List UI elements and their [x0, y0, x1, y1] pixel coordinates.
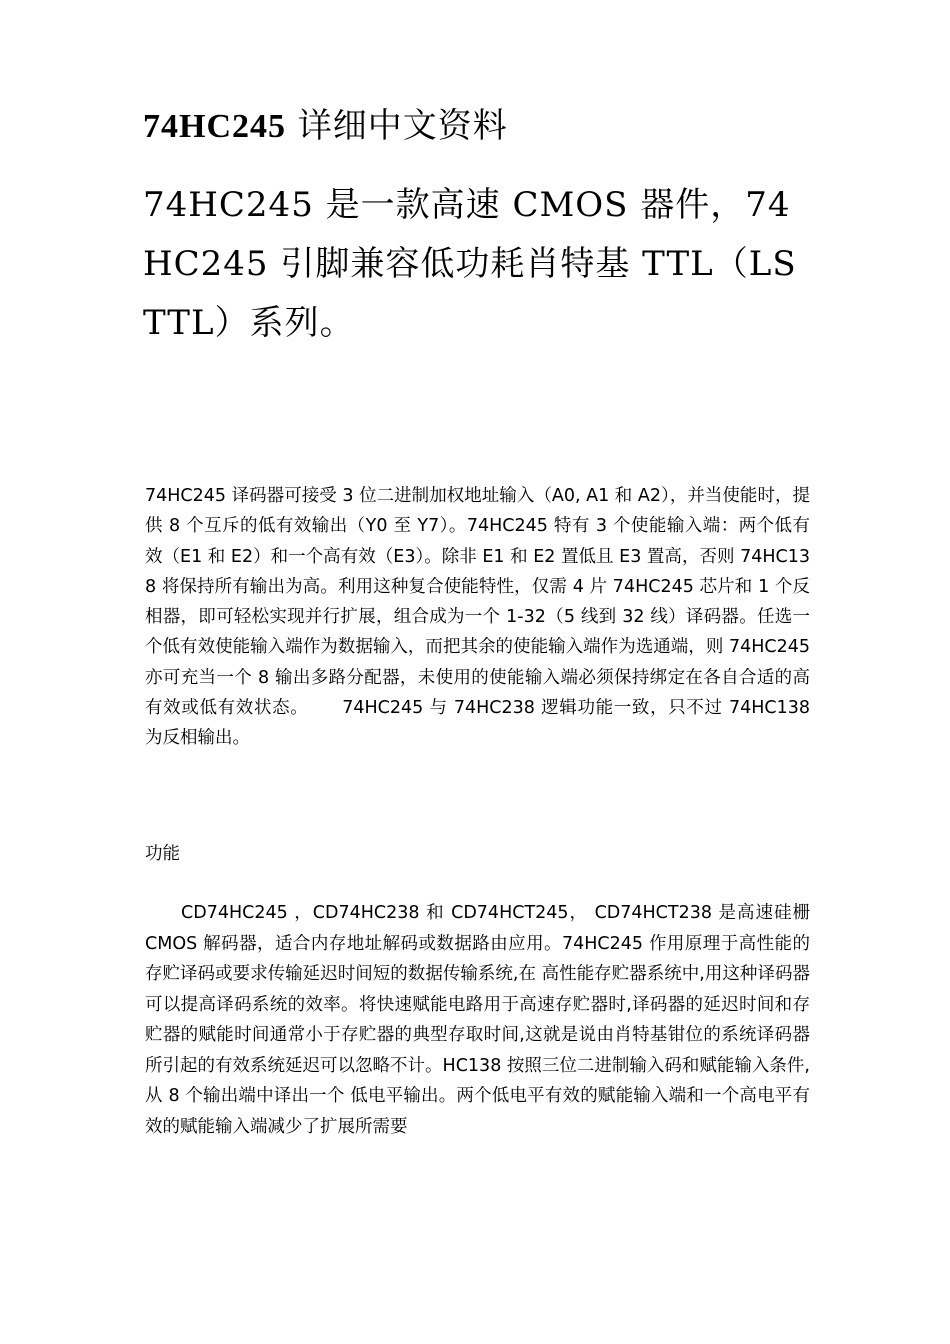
intro-paragraph: 74HC245 译码器可接受 3 位二进制加权地址输入（A0, A1 和 A2），并当使能时，提供 8 个互斥的低有效输出（Y0 至 Y7）。74HC245 特有 3 个使能输入端：两个低有效（E1 和 E2）和一个高有效（E3）。除非 E1 和 E2 置低且 E3 置高，否则 74HC138 将保持所有输出为高。利用这种复合使能特性，仅需 4 片 74HC245 芯片和 1 个反相器，即可轻松实现并行扩展，组合成为一个 1-32（5 线到 32 线）译码器。任选一个低有效使能输入端作为数据输入，而把其余的使能输入端作为选通端，则 74HC245 亦可充当一个 8 输出多路分配器，未使用的使能输入端必须保持绑定在各自合适的高有效或低有效状态。 74HC245 与 74HC238 逻辑功能一致，只不过 74HC138 为反相输出。: [145, 486, 810, 749]
document-title-latin: 74HC245: [143, 108, 286, 145]
document-title-cjk: 详细中文资料: [286, 106, 508, 146]
function-paragraph: CD74HC245 ，CD74HC238 和 CD74HCT245， CD74HCT238 是高速硅栅 CMOS 解码器，适合内存地址解码或数据路由应用。74HC245 作用原理于高性能的存贮译码或要求传输延迟时间短的数据传输系统,在 高性能存贮器系统中,用这种译码器可以提高译码系统的效率。将快速赋能电路用于高速存贮器时,译码器的延迟时间和存贮器的赋能时间通常小于存贮器的典型存取时间,这就是说由肖特基钳位的系统译码器所引起的有效系统延迟可以忽略不计。HC138 按照三位二进制输入码和赋能输入条件,从 8 个输出端中译出一个 低电平输出。两个低电平有效的赋能输入端和一个高电平有效的赋能输入端减少了扩展所需要: [145, 903, 810, 1137]
document-title: [143, 104, 823, 149]
section-heading-function: 功能: [145, 844, 180, 864]
document-subtitle: 74HC245 是一款高速 CMOS 器件，74HC245 引脚兼容低功耗肖特基 TTL（LSTTL）系列。: [143, 185, 797, 343]
